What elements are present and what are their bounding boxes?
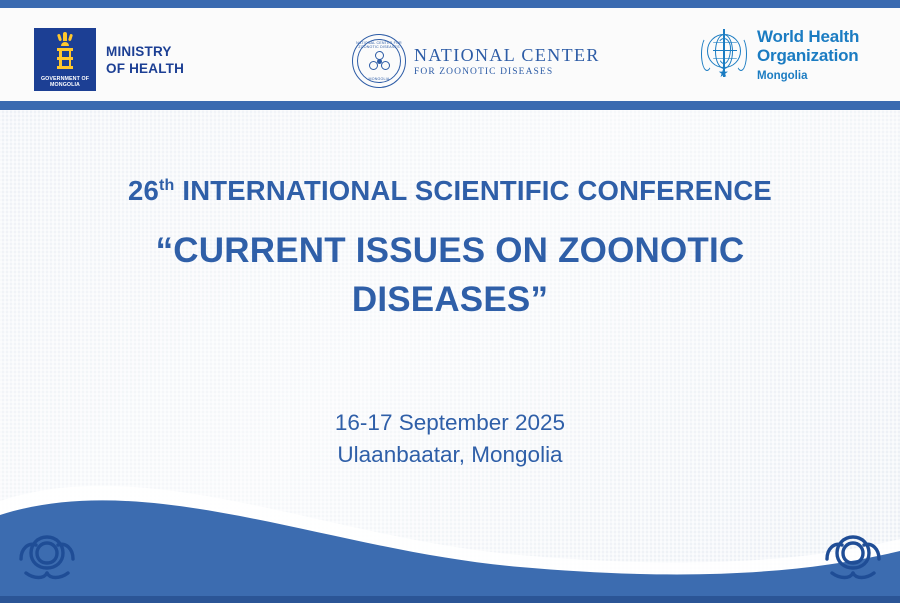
who-title: World Health Organization Mongolia [757,27,860,82]
ministry-of-health-title: MINISTRY OF HEALTH [106,43,185,76]
conference-number-suffix: th [159,176,175,194]
header-logo-band [0,8,900,101]
ncz-seal-top-text: NATIONAL CENTER FOR ZOONOTIC DISEASES [356,41,402,49]
conference-location: Ulaanbaatar, Mongolia [337,442,563,467]
mongolian-ulzii-knot-icon-right [820,529,886,585]
ncz-seal-icon [352,34,406,88]
soyombo-symbol-icon [54,32,76,72]
top-accent-bar [0,0,900,8]
title-block [0,174,900,324]
ncz-seal-bottom-text: MONGOLIA [368,77,390,81]
conference-heading-text: INTERNATIONAL SCIENTIFIC CONFERENCE [174,175,772,206]
conference-heading [0,174,900,208]
mongolia-state-emblem-icon [34,28,96,91]
mongolian-ulzii-knot-icon-left [14,529,80,585]
bottom-edge-bar [0,596,900,603]
who-emblem-icon: ★ [700,28,748,78]
national-center-zoonotic-diseases-logo [352,34,600,88]
who-country-label: Mongolia [757,70,808,82]
national-center-title: NATIONAL CENTER FOR ZOONOTIC DISEASES [414,44,600,77]
ncz-trefoil-icon [365,47,393,75]
footer-wave-decoration [0,443,900,603]
conference-number: 26 [128,175,160,206]
slide-body [0,110,900,603]
government-label: GOVERNMENT OF MONGOLIA [40,76,90,88]
header-divider [0,101,900,110]
conference-theme: “CURRENT ISSUES ON ZOONOTIC DISEASES” [155,231,745,319]
conference-date: 16-17 September 2025 [334,410,566,435]
ministry-of-health-logo [34,28,184,91]
who-logo [700,28,859,84]
